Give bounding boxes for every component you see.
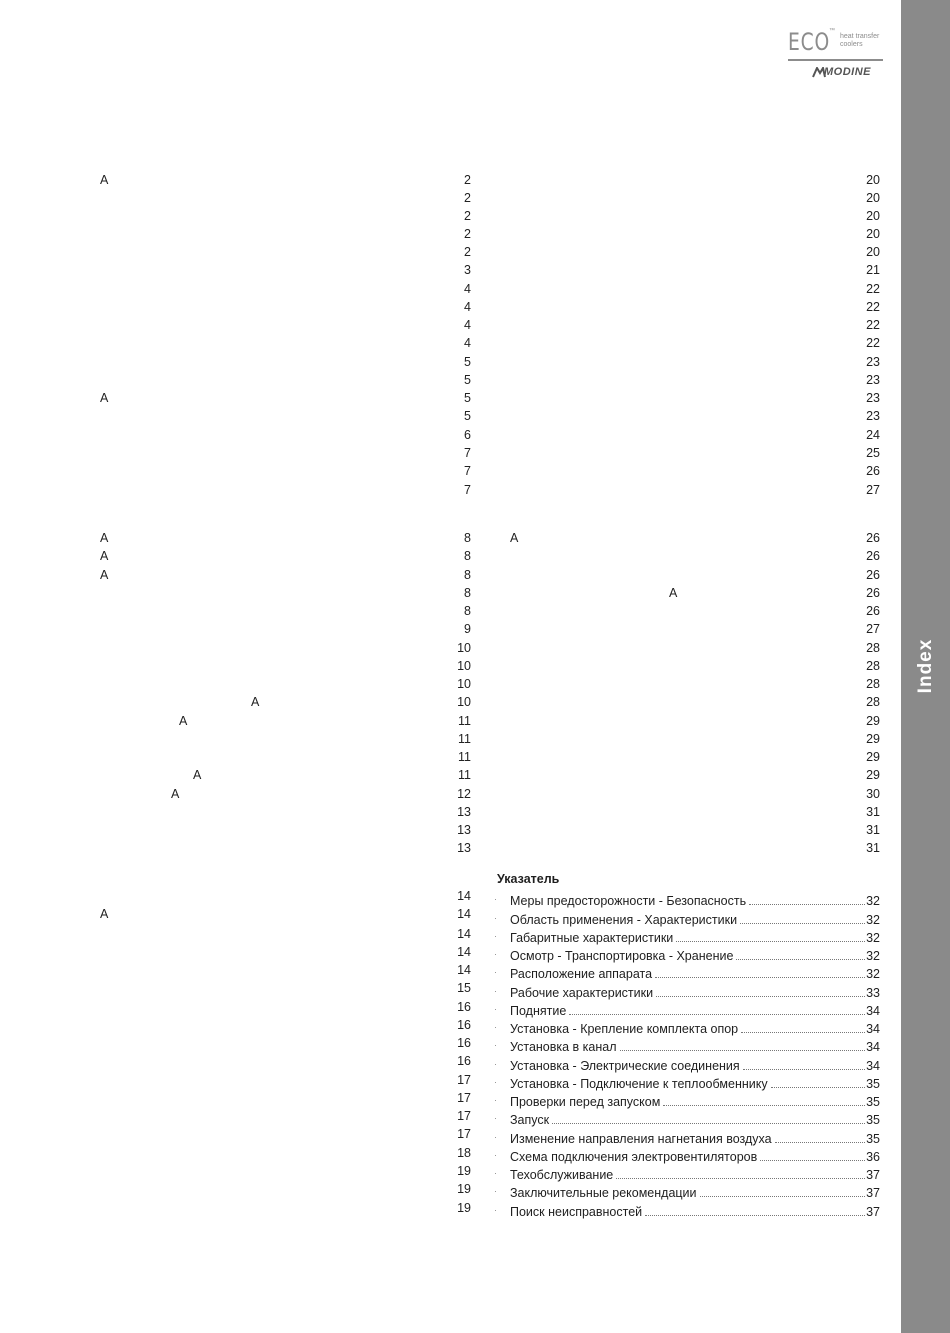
page-number: 24 [866,428,880,442]
dot-leader [663,1104,865,1106]
index-entry-page: 37 [866,1204,880,1219]
page-number: 4 [464,300,471,314]
dot-leader [700,1195,866,1197]
page-number: 7 [464,446,471,460]
dot-leader [620,1049,866,1051]
dot-leader [655,976,865,978]
bullet-icon: · [494,1058,497,1069]
toc-letter-mark: A [100,391,109,405]
sidebar-label: Index [914,638,936,694]
bullet-icon: · [494,1149,497,1160]
page-number: 8 [464,604,471,618]
page-number: 13 [457,823,471,837]
dot-leader [616,1177,865,1179]
page-number: 23 [866,355,880,369]
page-number: 23 [866,409,880,423]
page-number: 2 [464,173,471,187]
toc-letter-mark: A [171,787,180,801]
page-number: 17 [457,1109,471,1123]
page-number: 27 [866,483,880,497]
bullet-icon: · [494,1095,497,1105]
page-number: 17 [457,1091,471,1105]
page-number: 22 [866,336,880,350]
page-number: 30 [866,787,880,801]
index-entry[interactable] [494,890,880,908]
index-entry-page: 37 [866,1186,880,1201]
page-number: 26 [866,531,880,545]
index-entry-page: 34 [866,1022,880,1036]
page-number: 13 [457,805,471,819]
index-entry-page: 35 [866,1095,880,1109]
page-number: 10 [457,695,471,709]
index-list [494,890,880,1219]
page-number: 10 [457,659,471,673]
bullet-icon: · [494,894,497,905]
bullet-icon: · [494,930,497,941]
page-number: 11 [458,768,471,782]
index-entry-label: Область применения - Характеристики [510,912,738,927]
index-entry[interactable] [494,1164,880,1182]
toc-letter-mark: A [100,568,109,582]
page-number: 10 [457,641,471,655]
page-number: 8 [464,531,471,545]
dot-leader [676,940,865,942]
index-entry-label: Установка - Электрические соединения [510,1058,740,1073]
dot-leader [741,1031,865,1033]
bullet-icon: · [494,967,497,978]
page-number: 5 [464,373,471,387]
index-entry-label: Габаритные характеристики [510,930,674,945]
page-number: 25 [866,446,880,460]
page-number: 22 [866,318,880,332]
index-entry[interactable] [494,1036,880,1054]
page-number: 11 [458,732,471,746]
toc-letter-mark: A [100,907,109,921]
page-number: 17 [457,1073,471,1087]
page-number: 22 [866,300,880,314]
sidebar-tab [901,0,950,1333]
index-entry[interactable] [494,908,880,926]
index-entry-label: Меры предосторожности - Безопасность [510,894,747,909]
toc-letter-mark: A [100,531,109,545]
index-entry-label: Расположение аппарата [510,967,653,982]
page-number: 29 [866,714,880,728]
index-entry-page: 32 [866,967,880,982]
index-entry-label: Установка - Подключение к теплообменнику [510,1076,768,1091]
page-number: 14 [457,927,471,941]
page-number: 20 [866,173,880,187]
page-number: 17 [457,1127,471,1141]
page-number: 20 [866,209,880,223]
index-entry[interactable] [494,945,880,963]
bullet-icon: · [494,1204,497,1215]
dot-leader [771,1086,866,1088]
index-entry-label: Запуск [510,1113,550,1128]
index-entry[interactable] [494,963,880,981]
logo-tagline-line2: coolers [840,41,863,48]
dot-leader [656,995,865,997]
index-entry-page: 35 [866,1113,880,1128]
page-number: 26 [866,549,880,563]
page-number: 5 [464,355,471,369]
page-number: 2 [464,209,471,223]
dot-leader [740,922,865,924]
page-number: 20 [866,245,880,259]
page-number: 2 [464,245,471,259]
index-entry-label: Схема подключения электровентиляторов [510,1149,758,1164]
page-number: 8 [464,549,471,563]
index-entry[interactable] [494,1182,880,1200]
bullet-icon: · [494,1022,497,1032]
page-number: 6 [464,428,471,442]
page-number: 31 [866,841,880,855]
index-heading: Указатель [497,872,560,886]
index-entry[interactable] [494,1109,880,1127]
logo-tagline-line1: heat transfer [840,33,880,40]
page-number: 16 [457,1054,471,1068]
page-number: 4 [464,336,471,350]
dot-leader [736,958,865,960]
page-number: 20 [866,191,880,205]
logo-product-name: ECO [788,28,830,56]
toc-letter-mark: A [251,695,260,709]
index-entry-label: Поднятие [510,1003,567,1018]
page-number: 26 [866,604,880,618]
page-number: 27 [866,622,880,636]
index-entry-page: 32 [866,930,880,945]
page-number: 29 [866,768,880,782]
page-number: 11 [458,750,471,764]
page-number: 14 [457,963,471,977]
index-entry-page: 34 [866,1058,880,1073]
toc-letter-mark: A [100,173,109,187]
page-number: 18 [457,1146,471,1160]
page-number: 28 [866,695,880,709]
page-number: 22 [866,282,880,296]
index-entry-label: Осмотр - Транспортировка - Хранение [510,949,734,963]
bullet-icon: · [494,985,497,996]
page-number: 31 [866,805,880,819]
page-number: 19 [457,1164,471,1178]
dot-leader [569,1013,865,1015]
logo-tagline [840,33,884,49]
dot-leader [749,903,865,905]
index-entry[interactable] [494,1146,880,1164]
page-number: 11 [458,714,471,728]
index-entry-label: Установка - Крепление комплекта опор [510,1022,739,1036]
page-number: 31 [866,823,880,837]
index-entry-page: 32 [866,912,880,927]
page-number: 15 [457,981,471,995]
page-number: 8 [464,586,471,600]
index-entry[interactable] [494,1200,880,1218]
page-number: 28 [866,677,880,691]
index-entry-page: 33 [866,985,880,1000]
page-number: 9 [464,622,471,636]
page-number: 29 [866,732,880,746]
index-entry-page: 37 [866,1168,880,1182]
page-number: 14 [457,889,471,903]
dot-leader [775,1141,866,1143]
page-number: 26 [866,464,880,478]
page-number: 28 [866,641,880,655]
brand-logo [788,28,883,84]
index-entry-label: Поиск неисправностей [510,1204,643,1219]
page-number: 19 [457,1201,471,1215]
page-number: 14 [457,907,471,921]
index-entry[interactable] [494,1091,880,1109]
toc-letter-mark: A [510,531,519,545]
page-number: 12 [457,787,471,801]
index-entry[interactable] [494,1127,880,1145]
index-entry[interactable] [494,927,880,945]
page-number: 21 [866,263,880,277]
page-number: 28 [866,659,880,673]
page-number: 26 [866,568,880,582]
index-entry-page: 34 [866,1040,880,1055]
bullet-icon: · [494,949,497,959]
index-entry-label: Заключительные рекомендации [510,1186,697,1201]
dot-leader [743,1068,865,1070]
page-number: 5 [464,409,471,423]
page-number: 29 [866,750,880,764]
page-number: 5 [464,391,471,405]
page-number: 20 [866,227,880,241]
page-number: 10 [457,677,471,691]
index-entry-page: 35 [866,1131,880,1146]
bullet-icon: · [494,1168,497,1178]
index-entry[interactable] [494,1018,880,1036]
index-entry[interactable] [494,1054,880,1072]
page-number: 8 [464,568,471,582]
dot-leader [552,1122,865,1124]
bullet-icon: · [494,912,497,923]
toc-letter-mark: A [669,586,678,600]
index-entry[interactable] [494,1000,880,1018]
index-entry-page: 32 [866,894,880,909]
bullet-icon: · [494,1131,497,1142]
dot-leader [760,1159,865,1161]
toc-letter-mark: A [193,768,202,782]
index-entry-page: 32 [866,949,880,963]
index-entry-label: Изменение направления нагнетания воздуха [510,1131,772,1146]
index-entry-label: Установка в канал [510,1040,617,1055]
page-number: 3 [464,263,471,277]
toc-letter-mark: A [179,714,188,728]
dot-leader [645,1214,865,1216]
index-entry-page: 34 [866,1003,880,1018]
page-number: 26 [866,586,880,600]
bullet-icon: · [494,1076,497,1087]
bullet-icon: · [494,1113,497,1124]
page-number: 13 [457,841,471,855]
page-number: 16 [457,1018,471,1032]
index-entry[interactable] [494,1073,880,1091]
index-entry-page: 36 [866,1149,880,1164]
page-number: 4 [464,282,471,296]
page-number: 2 [464,227,471,241]
index-entry-label: Проверки перед запуском [510,1095,661,1109]
page-number: 16 [457,1000,471,1014]
bullet-icon: · [494,1186,497,1197]
page-number: 7 [464,483,471,497]
bullet-icon: · [494,1040,497,1051]
page-number: 16 [457,1036,471,1050]
page-number: 14 [457,945,471,959]
index-entry-page: 35 [866,1076,880,1091]
index-entry-label: Техобслуживание [510,1168,614,1182]
logo-trademark: ™ [829,28,835,34]
logo-company-name: MODINE [824,66,871,78]
index-entry-label: Рабочие характеристики [510,985,654,1000]
toc-letter-mark: A [100,549,109,563]
page-number: 4 [464,318,471,332]
page-number: 23 [866,373,880,387]
page-number: 23 [866,391,880,405]
page-number: 19 [457,1182,471,1196]
page-number: 7 [464,464,471,478]
bullet-icon: · [494,1003,497,1014]
page-number: 2 [464,191,471,205]
logo-divider [788,59,883,61]
index-entry[interactable] [494,981,880,999]
